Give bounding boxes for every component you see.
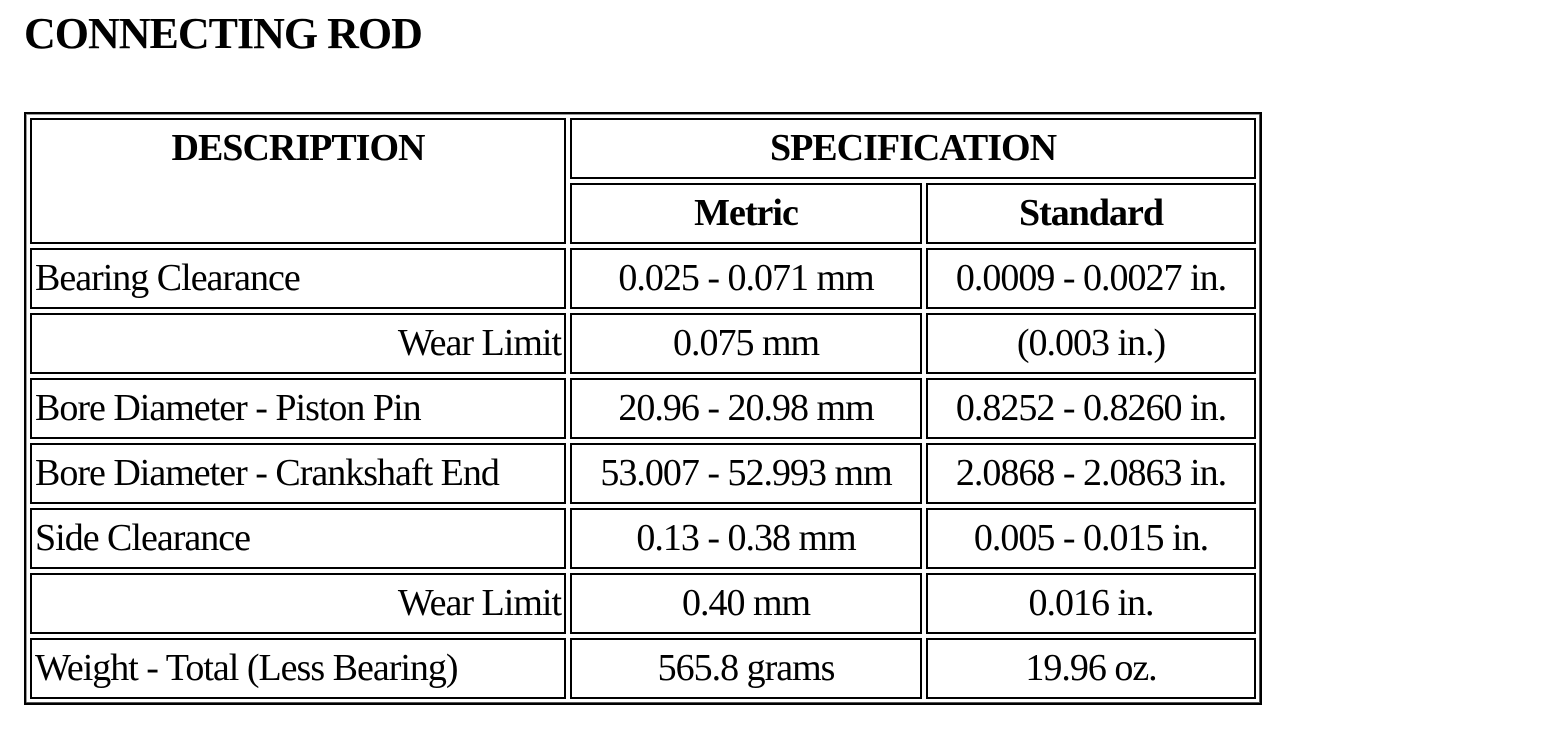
table-row (30, 313, 1256, 374)
metric-cell: 0.025 - 0.071 mm (570, 248, 922, 309)
description-cell: Bore Diameter - Crankshaft End (30, 443, 566, 504)
standard-header: Standard (926, 183, 1256, 244)
header-row-top (30, 118, 1256, 179)
metric-cell: 53.007 - 52.993 mm (570, 443, 922, 504)
standard-cell: 2.0868 - 2.0863 in. (926, 443, 1256, 504)
page-title: CONNECTING ROD (24, 9, 422, 58)
table-body (30, 248, 1256, 699)
description-cell: Weight - Total (Less Bearing) (30, 638, 566, 699)
table-row (30, 378, 1256, 439)
metric-cell: 0.40 mm (570, 573, 922, 634)
standard-cell: (0.003 in.) (926, 313, 1256, 374)
description-header: DESCRIPTION (30, 118, 566, 244)
specification-table (24, 112, 1262, 705)
metric-cell: 0.13 - 0.38 mm (570, 508, 922, 569)
description-cell: Wear Limit (30, 313, 566, 374)
standard-cell: 19.96 oz. (926, 638, 1256, 699)
table-row (30, 573, 1256, 634)
description-cell: Bearing Clearance (30, 248, 566, 309)
specification-header: SPECIFICATION (570, 118, 1256, 179)
description-cell: Side Clearance (30, 508, 566, 569)
table-row (30, 443, 1256, 504)
standard-cell: 0.016 in. (926, 573, 1256, 634)
standard-cell: 0.005 - 0.015 in. (926, 508, 1256, 569)
standard-cell: 0.8252 - 0.8260 in. (926, 378, 1256, 439)
metric-cell: 0.075 mm (570, 313, 922, 374)
table-row (30, 508, 1256, 569)
standard-cell: 0.0009 - 0.0027 in. (926, 248, 1256, 309)
table-row (30, 248, 1256, 309)
metric-cell: 565.8 grams (570, 638, 922, 699)
metric-header: Metric (570, 183, 922, 244)
metric-cell: 20.96 - 20.98 mm (570, 378, 922, 439)
description-cell: Wear Limit (30, 573, 566, 634)
table-row (30, 638, 1256, 699)
description-cell: Bore Diameter - Piston Pin (30, 378, 566, 439)
